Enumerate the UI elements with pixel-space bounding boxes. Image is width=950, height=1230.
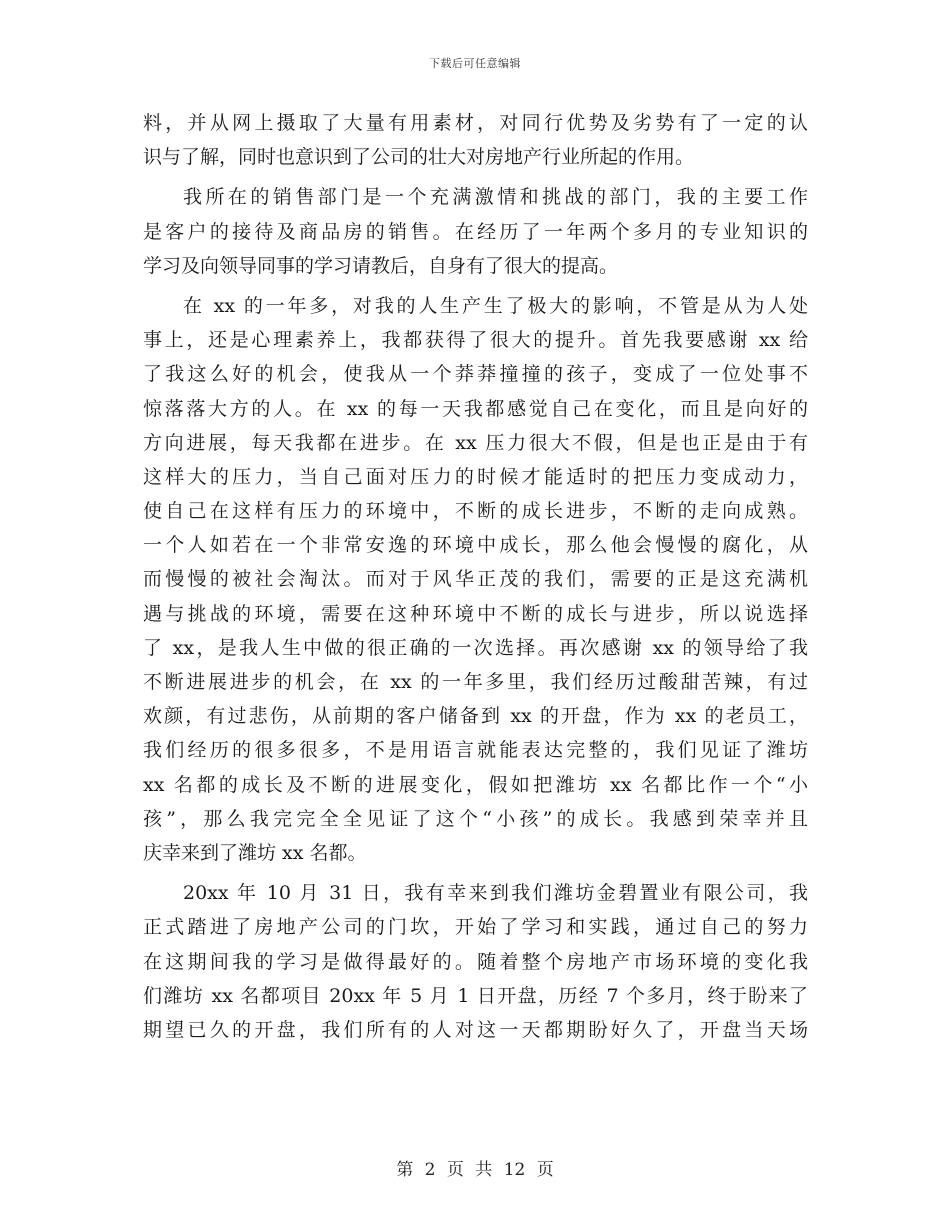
text-line: 正式踏进了房地产公司的门坎，开始了学习和实践，通过自己的努力 [143, 916, 808, 939]
text-line: 学习及向领导同事的学习请教后，自身有了很大的提高。 [143, 254, 619, 277]
text-line: 我所在的销售部门是一个充满激情和挑战的部门，我的主要工作 [183, 186, 808, 209]
text-line: 庆幸来到了潍坊 xx 名都。 [143, 841, 367, 864]
text-line: 这样大的压力，当自己面对压力的时候才能适时的把压力变成动力， [143, 465, 808, 488]
text-line: 期望已久的开盘，我们所有的人对这一天都期盼好久了，开盘当天场 [143, 1018, 808, 1041]
text-line: 是客户的接待及商品房的销售。在经历了一年两个多月的专业知识的 [143, 220, 808, 243]
text-line: 们潍坊 xx 名都项目 20xx 年 5 月 1 日开盘，历经 7 个多月，终于盼来了 [143, 984, 808, 1007]
text-line: 我们经历的很多很多，不是用语言就能表达完整的，我们见证了潍坊 [143, 739, 808, 762]
text-line: 不断进展进步的机会，在 xx 的一年多里，我们经历过酸甜苦辣，有过 [143, 671, 808, 693]
text-line: 在 xx 的一年多，对我的人生产生了极大的影响，不管是从为人处 [183, 294, 808, 317]
text-line: 遇与挑战的环境，需要在这种环境中不断的成长与进步，所以说选择 [143, 602, 808, 625]
text-line: xx 名都的成长及不断的进展变化，假如把潍坊 xx 名都比作一个“小 [143, 773, 808, 796]
text-line: 欢颜，有过悲伤，从前期的客户储备到 xx 的开盘，作为 xx 的老员工， [143, 705, 808, 728]
text-line: 方向进展，每天我都在进步。在 xx 压力很大不假，但是也正是由于有 [143, 431, 808, 454]
text-line: 了 xx，是我人生中做的很正确的一次选择。再次感谢 xx 的领导给了我 [143, 636, 808, 659]
text-line: 事上，还是心理素养上，我都获得了很大的提升。首先我要感谢 xx 给 [143, 329, 808, 352]
text-line: 20xx 年 10 月 31 日，我有幸来到我们潍坊金碧置业有限公司，我 [183, 882, 808, 905]
text-line: 孩”，那么我完完全全见证了这个“小孩”的成长。我感到荣幸并且 [143, 807, 808, 830]
text-line: 识与了解，同时也意识到了公司的壮大对房地产行业所起的作用。 [143, 146, 695, 169]
text-line: 料，并从网上摄取了大量有用素材，对同行优势及劣势有了一定的认 [143, 112, 808, 134]
text-line: 一个人如若在一个非常安逸的环境中成长，那么他会慢慢的腐化，从 [143, 534, 808, 557]
text-line: 了我这么好的机会，使我从一个莽莽撞撞的孩子，变成了一位处事不 [143, 363, 808, 386]
text-line: 而慢慢的被社会淘汰。而对于风华正茂的我们，需要的正是这充满机 [143, 568, 808, 591]
document-body [143, 106, 808, 1047]
page-number-footer: 第 2 页 共 12 页 [396, 1160, 554, 1180]
page-header-note: 下载后可任意编辑 [429, 57, 521, 70]
text-line: 惊落落大方的人。在 xx 的每一天我都感觉自己在变化，而且是向好的 [143, 397, 808, 420]
text-line: 在这期间我的学习是做得最好的。随着整个房地产市场环境的变化我 [143, 950, 808, 973]
text-line: 使自己在这样有压力的环境中，不断的成长进步，不断的走向成熟。 [143, 500, 808, 523]
